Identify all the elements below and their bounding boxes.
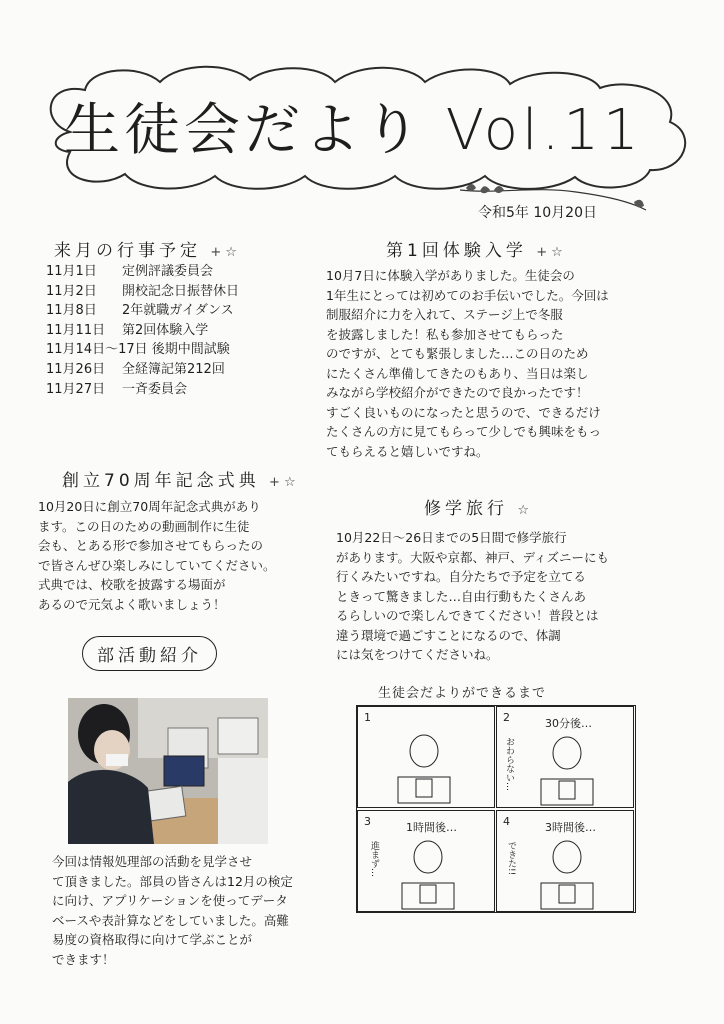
- taiken-article: [326, 266, 688, 461]
- article-line: 違う環境で過ごすことになるので、体調: [336, 627, 561, 643]
- taiken-heading: [386, 236, 567, 261]
- article-line: 式典では、校歌を披露する場面が: [38, 577, 226, 592]
- article-line: 会も、とある形で参加させてもらったの: [38, 538, 264, 553]
- event-date: 11月1日: [46, 264, 97, 279]
- event-row: [46, 380, 239, 400]
- club-photo: [68, 698, 268, 844]
- shugaku-article: [336, 528, 688, 665]
- article-line: 制服紹介に力を入れて、ステージ上で冬服: [326, 307, 563, 322]
- article-line: たくさんの方に見てもらって少しでも興味をもっ: [326, 424, 602, 439]
- event-row: [46, 301, 239, 321]
- souritsu-heading-text: 創立70周年記念式典: [62, 471, 260, 491]
- club-photo-illustration: [68, 698, 268, 844]
- souritsu-heading: [62, 466, 300, 491]
- event-date: 11月2日: [46, 283, 97, 299]
- article-line: 10月20日に創立70周年記念式典があり: [38, 499, 261, 514]
- article-line: にたくさん準備してきたのもあり、当日は楽し: [326, 365, 589, 381]
- newsletter-title: 生徒会だより Vol.11: [64, 98, 643, 163]
- event-row: [46, 321, 239, 341]
- comic-panel-3: [357, 810, 495, 912]
- event-name: 第2回体験入学: [122, 322, 209, 338]
- event-row: [46, 282, 239, 302]
- sparkle-icon: +☆: [269, 475, 300, 490]
- panel-number: 4: [503, 815, 510, 828]
- events-heading: [54, 236, 241, 261]
- club-heading: 部活動紹介: [82, 636, 217, 671]
- event-date: 11月14日～17日: [46, 342, 148, 358]
- article-line: すごく良いものになったと思うので、できるだけ: [326, 404, 601, 420]
- event-date: 11月11日: [46, 322, 106, 338]
- panel-number: 2: [503, 711, 510, 724]
- article-line: を披露しました！私も参加させてもらった: [326, 326, 564, 342]
- article-line: 10月22日～26日までの5日間で修学旅行: [336, 530, 567, 545]
- panel-caption: 30分後…: [545, 717, 592, 730]
- event-name: 定例評議委員会: [122, 264, 214, 279]
- comic-panel-4: [496, 810, 634, 912]
- article-line: 今回は情報処理部の活動を見学させ: [52, 854, 253, 869]
- character-drawing: [358, 707, 494, 807]
- article-line: には気をつけてくださいね。: [336, 647, 499, 662]
- article-line: のですが、とても緊張しました…この日のため: [326, 346, 589, 361]
- article-line: ベースや表計算などをしていました。高難: [52, 912, 289, 928]
- article-line: みながら学校紹介ができたので良かったです！: [326, 385, 589, 400]
- event-name: 2年就職ガイダンス: [122, 303, 234, 319]
- comic-panel-1: [357, 706, 495, 808]
- event-row: [46, 262, 239, 282]
- article-line: ときって驚きました…自由行動もたくさんあ: [336, 588, 587, 604]
- issue-date: 令和5年 10月20日: [478, 205, 597, 221]
- sparkle-icon: +☆: [536, 245, 567, 260]
- event-date: 11月26日: [46, 361, 106, 377]
- event-name: 一斉委員会: [122, 381, 188, 397]
- article-line: てもらえると嬉しいですね。: [326, 443, 489, 459]
- article-line: 10月7日に体験入学がありました。生徒会の: [326, 268, 575, 283]
- events-heading-text: 来月の行事予定: [54, 241, 201, 261]
- event-date: 11月27日: [46, 381, 106, 397]
- panel-caption: 3時間後…: [545, 821, 596, 834]
- shugaku-heading-text: 修学旅行: [424, 499, 508, 519]
- article-line: 行くみたいですね。自分たちで予定を立てる: [336, 569, 586, 584]
- article-line: ます。この日のための動画制作に生徒: [38, 518, 250, 534]
- panel-number: 1: [364, 711, 371, 724]
- article-line: 易度の資格取得に向けて学ぶことが: [52, 932, 253, 947]
- event-row: [46, 340, 239, 360]
- events-list: [46, 262, 239, 399]
- article-line: 1年生にとっては初めてのお手伝いでした。今回は: [326, 287, 609, 303]
- event-name: 全経簿記第212回: [122, 361, 225, 377]
- manga-title: 生徒会だよりができるまで: [378, 686, 547, 701]
- club-article: [52, 852, 322, 969]
- four-panel-comic: [356, 705, 636, 913]
- article-line: るらしいので楽しんできてください！普段とは: [336, 608, 599, 623]
- article-line: があります。大阪や京都、神戸、ディズニーにも: [336, 549, 610, 565]
- sparkle-icon: ☆: [517, 503, 534, 518]
- article-line: で皆さんぜひ楽しみにしていてください。: [38, 557, 276, 573]
- comic-panel-2: [496, 706, 634, 808]
- shugaku-heading: [424, 494, 533, 519]
- taiken-heading-text: 第1回体験入学: [386, 241, 527, 261]
- article-line: できます！: [52, 951, 115, 967]
- event-name: 後期中間試験: [151, 342, 230, 358]
- sparkle-icon: +☆: [210, 245, 241, 260]
- article-line: に向け、アプリケーションを使ってデータ: [52, 893, 288, 908]
- article-line: あるので元気よく歌いましょう！: [38, 596, 226, 612]
- event-name: 開校記念日振替休日: [122, 283, 240, 299]
- panel-caption: 1時間後…: [406, 821, 457, 834]
- panel-number: 3: [364, 815, 371, 828]
- souritsu-article: [38, 497, 328, 614]
- panel-side-text: できた!!: [506, 841, 516, 876]
- panel-side-text: 進まず…: [369, 841, 379, 877]
- event-date: 11月8日: [46, 303, 97, 319]
- panel-side-text: おわらない…: [504, 737, 514, 791]
- article-line: て頂きました。部員の皆さんは12月の検定: [52, 873, 293, 889]
- event-row: [46, 360, 239, 380]
